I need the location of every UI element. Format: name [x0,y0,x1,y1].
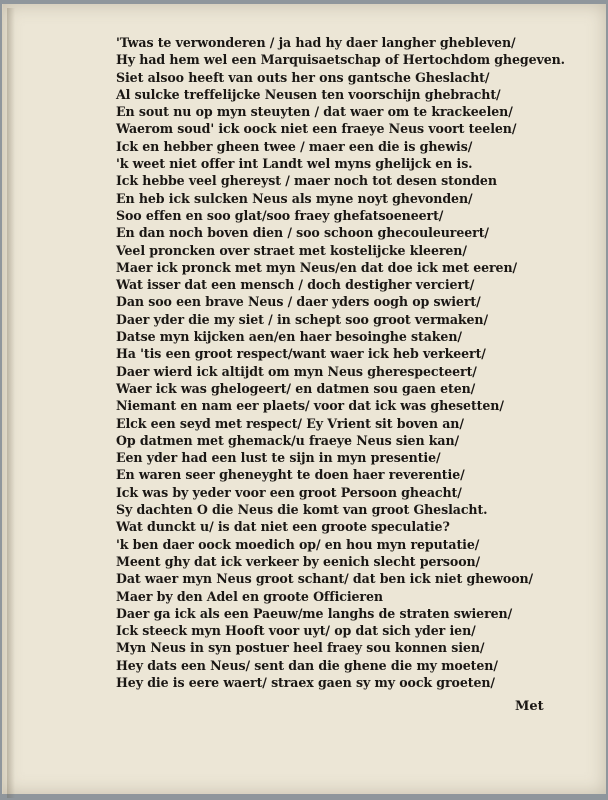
text-line: Dan soo een brave Neus / daer yders oogh op swiert/ [116,294,481,310]
text-line: Daer ga ick als een Paeuw/me langhs de straten swieren/ [116,605,513,621]
text-line: Daer yder die my siet / in schept soo groot vermaken/ [116,311,488,327]
text-line: Hey dats een Neus/ sent dan die ghene die my moeten/ [116,657,498,673]
text-line: En waren seer gheneyght te doen haer reverentie/ [116,467,465,483]
text-line: Ha 'tis een groot respect/want waer ick heb verkeert/ [116,346,486,362]
text-line: Daer wierd ick altijdt om myn Neus gherespecteert/ [116,363,477,379]
text-line: 'Twas te verwonderen / ja had hy daer langher ghebleven/ [116,35,516,50]
text-line: Ick steeck myn Hooft voor uyt/ op dat sich yder ien/ [116,623,476,639]
text-line: Dat waer myn Neus groot schant/ dat ben ick niet ghewoon/ [116,571,534,587]
text-line: Veel proncken over straet met kostelijcke kleeren/ [116,242,467,258]
text-line: Sy dachten O die Neus die komt van groot Gheslacht. [116,502,488,518]
text-line: Soo effen en soo glat/soo fraey ghefatsoeneert/ [116,207,444,223]
text-line: 'k weet niet offer int Landt wel myns ghelijck en is. [116,156,473,172]
document-page [2,4,606,794]
page-gutter-shadow [7,8,15,798]
text-line: Hey die is eere waert/ straex gaen sy my oock groeten/ [116,674,495,690]
text-line: Waerom soud' ick oock niet een fraeye Neus voort teelen/ [116,121,517,137]
text-line: Ick hebbe veel ghereyst / maer noch tot desen stonden [116,173,497,189]
text-line: Niemant en nam eer plaets/ voor dat ick was ghesetten/ [116,398,504,414]
text-line: Ick was by yeder voor een groot Persoon gheacht/ [116,484,462,500]
text-line: Al sulcke treffelijcke Neusen ten voorschijn ghebracht/ [116,86,501,102]
text-line: Wat isser dat een mensch / doch destigher verciert/ [116,277,475,293]
catchword: Met [515,699,544,714]
text-line: Datse myn kijcken aen/en haer besoinghe staken/ [116,329,462,345]
text-line: Hy had hem wel een Marquisaetschap of Hertochdom ghegeven. [116,52,565,68]
text-line: En dan noch boven dien / soo schoon ghecouleureert/ [116,225,489,241]
text-line: Siet alsoo heeft van outs her ons gantsche Gheslacht/ [116,69,490,85]
poem-text-block [116,34,565,691]
text-line: En heb ick sulcken Neus als myne noyt ghevonden/ [116,190,473,206]
text-line: Een yder had een lust te sijn in myn presentie/ [116,450,441,466]
text-line: Op datmen met ghemack/u fraeye Neus sien kan/ [116,432,460,448]
text-line: Maer by den Adel en groote Officieren [116,588,383,604]
text-line: Maer ick pronck met myn Neus/en dat doe ick met eeren/ [116,259,518,275]
text-line: Wat dunckt u/ is dat niet een groote speculatie? [116,519,450,535]
text-line: En sout nu op myn steuyten / dat waer om te krackeelen/ [116,104,513,120]
text-line: Waer ick was ghelogeert/ en datmen sou gaen eten/ [116,380,476,396]
text-line: Elck een seyd met respect/ Ey Vrient sit boven an/ [116,415,464,431]
text-line: 'k ben daer oock moedich op/ en hou myn reputatie/ [116,536,480,552]
text-line: Ick en hebber gheen twee / maer een die is ghewis/ [116,138,473,154]
text-line: Myn Neus in syn postuer heel fraey sou konnen sien/ [116,640,485,656]
text-line: Meent ghy dat ick verkeer by eenich slecht persoon/ [116,553,481,569]
